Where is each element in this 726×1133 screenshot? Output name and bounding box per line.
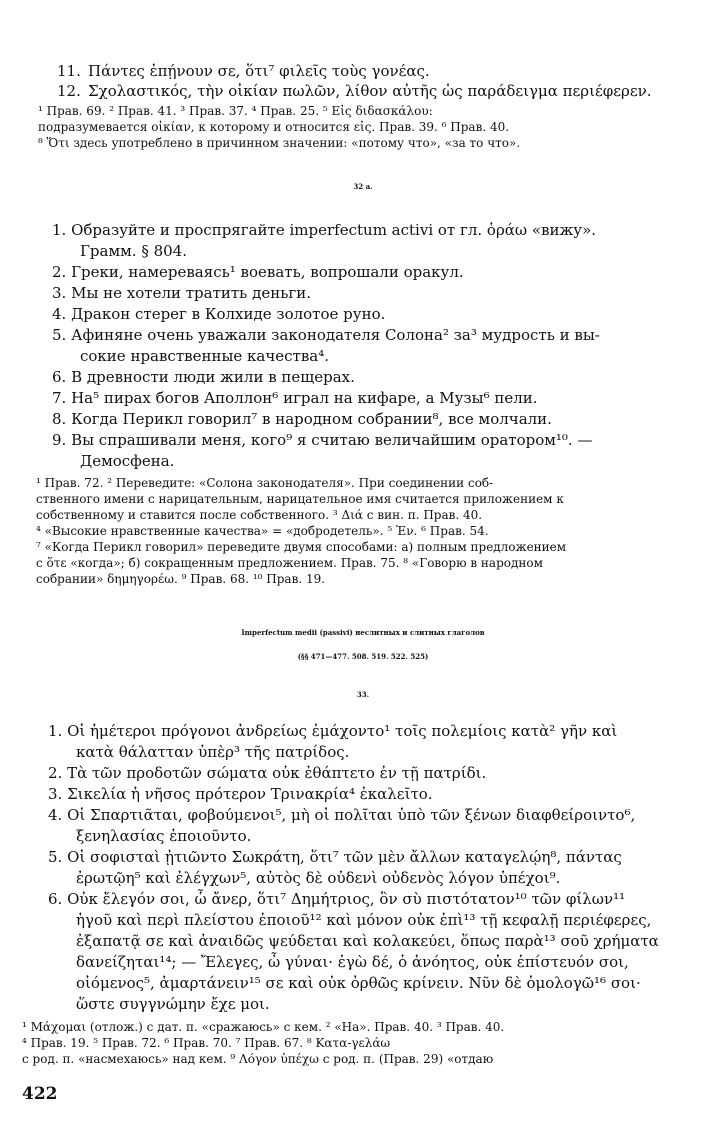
exercise-line: 3. Σικελία ἡ νῆσος πρότερον Τρινακρία⁴ ἐκαλεῖτο. [48,785,433,803]
footnote-line: ственного имени с нарицательным, нарицательное имя считается приложением к [36,492,564,506]
footnote-line: ¹ Прав. 72. ² Переведите: «Солона законодателя». При соединении соб- [36,476,494,490]
page-number: 422 [22,1084,58,1104]
list-item-text: Πάντες ἐπῄνουν σε, ὅτι⁷ φιλεῖς τοὺς γονέας. [88,62,430,80]
chapter-heading-refs: (§§ 471—477. 508. 519. 522. 525) [297,652,429,661]
list-item-text: Σχολαστικός, τὴν οἰκίαν πωλῶν, λίθον αὐτῆς ὡς παράδειγμα περιέφερεν. [88,82,652,100]
exercise-line: 7. На⁵ пирах богов Аполлон⁶ играл на кифаре, а Музы⁶ пели. [52,389,538,407]
exercise-line: οἰόμενος⁵, ἁμαρτάνειν¹⁵ σε καὶ οὐκ ὀρθῶς κρίνειν. Νῦν δὲ ὁμολογῶ¹⁶ σοι· [76,974,641,992]
footnote-line: с ὅτε «когда»; б) сокращенным предложением. Прав. 75. ⁸ «Говорю в народном [36,556,543,570]
exercise-line: 3. Мы не хотели тратить деньги. [52,284,312,302]
exercise-line: 6. В древности люди жили в пещерах. [52,368,355,386]
exercise-line: ἐρωτῷη⁵ καὶ ἐλέγχων⁵, αὐτὸς δὲ οὐδενὶ οὐδενὸς λόγον ὑπέχοι⁹. [76,869,561,887]
exercise-line: 8. Когда Перикл говорил⁷ в народном собрании⁸, все молчали. [52,410,552,428]
footnote-line: ⁴ Прав. 19. ⁵ Прав. 72. ⁶ Прав. 70. ⁷ Прав. 67. ⁸ Κατα-γελάω [22,1036,391,1050]
exercise-line: κατὰ θάλατταν ὑπὲρ³ τῆς πατρίδος. [76,743,350,761]
exercise-line: 4. Οἱ Σπαρτιᾶται, φοβούμενοι⁵, μὴ οἱ πολῖται ὑπὸ τῶν ξένων διαφθείροιντο⁶, [48,806,636,824]
footnote-line: ¹ Прав. 69. ² Прав. 41. ³ Прав. 37. ⁴ Прав. 25. ⁵ Εἰς διδασκάλου: [38,104,433,118]
section-title: 32 а. [353,182,373,191]
footnote-line: ⁸ Ὅτι здесь употреблено в причинном значении: «потому что», «за то что». [38,136,521,150]
section-title: 33. [356,690,370,699]
exercise-line: 6. Οὐκ ἔλεγόν σοι, ὦ ἄνερ, ὅτι⁷ Δημήτριος, ὃν σὺ πιστότατον¹⁰ τῶν φίλων¹¹ [48,890,626,908]
exercise-line: 2. Греки, намереваясь¹ воевать, вопрошали оракул. [52,263,464,281]
exercise-line: 1. Образуйте и проспрягайте imperfectum activi от гл. ὁράω «вижу». [52,221,597,239]
exercise-line: 9. Вы спрашивали меня, кого⁹ я считаю величайшим оратором¹⁰. — [52,431,593,449]
exercise-line: 5. Οἱ σοφισταὶ ᾐτιῶντο Σωκράτη, ὅτι⁷ τῶν μὲν ἄλλων καταγελῴη⁸, πάντας [48,848,622,866]
exercise-line: ἡγοῦ καὶ περὶ πλείστου ἐποιοῦ¹² καὶ μόνον οὐκ ἐπὶ¹³ τῇ κεφαλῇ περιέφερες, [76,911,652,929]
exercise-line: ξενηλασίας ἐποιοῦντο. [76,827,252,845]
footnote-line: подразумевается οἰκίαν, к которому и относится εἰς. Прав. 39. ⁶ Прав. 40. [38,120,510,134]
exercise-line: 4. Дракон стерег в Колхиде золотое руно. [52,305,386,323]
exercise-line: сокие нравственные качества⁴. [80,347,330,365]
footnote-line: собрании» δημηγορέω. ⁹ Прав. 68. ¹⁰ Прав. 19. [36,572,326,586]
exercise-line: Демосфена. [80,452,175,470]
list-item: 11. [57,62,81,80]
exercise-line: δανείζηται¹⁴; — Ἔλεγες, ὦ γύναι· ἐγὼ δέ, ὁ ἀνόητος, οὐκ ἐπίστευόν σοι, [76,953,629,971]
footnote-line: собственному и ставится после собственного. ³ Διά с вин. п. Прав. 40. [36,508,483,522]
exercise-line: 2. Τὰ τῶν προδοτῶν σώματα οὐκ ἐθάπτετο ἐν τῇ πατρίδι. [48,764,487,782]
exercise-line: 5. Афиняне очень уважали законодателя Солона² за³ мудрость и вы- [52,326,600,344]
footnote-line: ⁷ «Когда Перикл говорил» переведите двумя способами: а) полным предложением [36,540,567,554]
footnote-line: с род. п. «насмехаюсь» над кем. ⁹ Λόγον ὑπέχω с род. п. (Прав. 29) «отдаю [22,1052,494,1066]
footnote-line: ⁴ «Высокие нравственные качества» = «добродетель». ⁵ Ἐν. ⁶ Прав. 54. [36,524,489,538]
exercise-line: 1. Οἱ ἡμέτεροι πρόγονοι ἀνδρείως ἐμάχοντο¹ τοῖς πολεμίοις κατὰ² γῆν καὶ [48,722,618,740]
chapter-heading: Imperfectum medii (passivi) неслитных и слитных глаголов [241,628,485,637]
list-item: 12. [57,82,81,100]
exercise-line: Грамм. § 804. [80,242,188,260]
exercise-line: ἐξαπατᾷ σε καὶ ἀναιδῶς ψεύδεται καὶ κολακεύει, ὅπως παρὰ¹³ σοῦ χρήματα [76,932,659,950]
exercise-line: ὥστε συγγνώμην ἔχε μοι. [76,995,270,1013]
footnote-line: ¹ Μάχομαι (отлож.) с дат. п. «сражаюсь» с кем. ² «На». Прав. 40. ³ Прав. 40. [22,1020,505,1034]
